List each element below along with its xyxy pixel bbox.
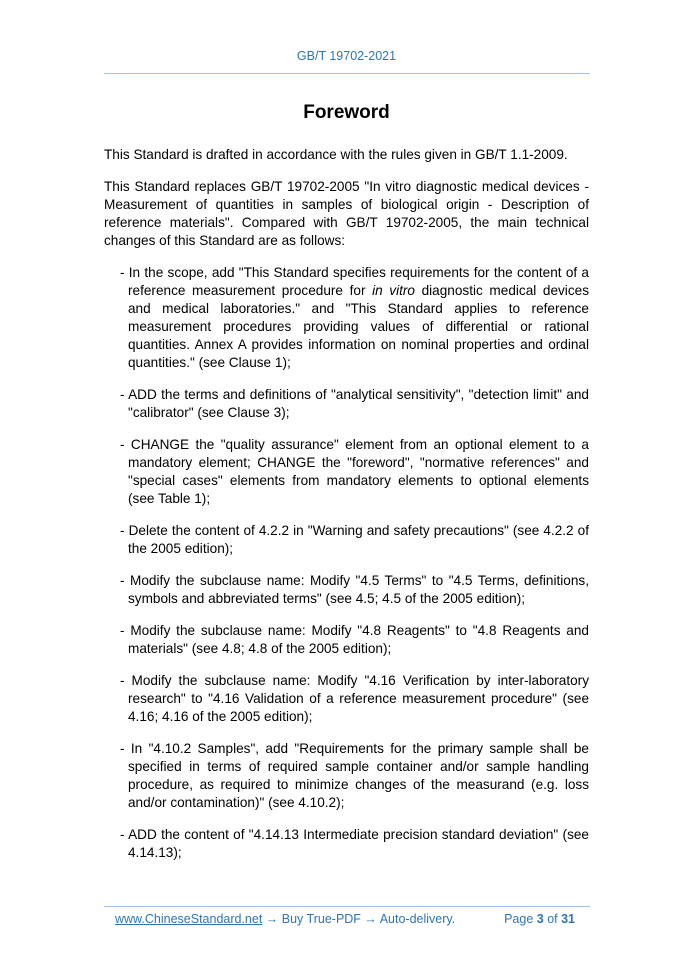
footer-rule	[104, 906, 590, 907]
list-item	[120, 264, 589, 372]
footer-tagline: → Buy True-PDF → Auto-delivery.	[262, 912, 456, 926]
item-text: - In the scope, add "This Standard specifies requirements for the content of a reference measurement procedure for	[120, 265, 589, 298]
page-number: 3	[536, 912, 544, 926]
list-item: - Modify the subclause name: Modify "4.5 Terms" to "4.5 Terms, definitions, symbols and abbreviated terms" (see 4.5; 4.5 of the 2005 edition);	[120, 573, 589, 606]
page-total: 31	[561, 912, 575, 926]
header-rule	[104, 73, 590, 74]
list-item: - CHANGE the "quality assurance" element from an optional element to a mandatory element; CHANGE the "foreword", "normative references" and "special cases" elements from mandatory elements to optional elements (see Table 1);	[120, 437, 589, 506]
page-of: of	[543, 912, 562, 926]
website-link[interactable]: www.ChineseStandard.net	[115, 912, 263, 926]
item-italic: in vitro	[372, 283, 415, 298]
item-text: diagnostic medical devices and medical laboratories." and "This Standard applies to reference measurement procedures providing values of differential or rational quantities. Annex A provides information on nominal properties and ordinal quantities." (see Clause 1);	[128, 283, 589, 370]
list-item: - ADD the content of "4.14.13 Intermediate precision standard deviation" (see 4.14.13);	[120, 827, 589, 860]
list-item: - Delete the content of 4.2.2 in "Warning and safety precautions" (see 4.2.2 of the 2005 edition);	[120, 523, 589, 556]
page-label: Page	[504, 912, 537, 926]
list-item: - In "4.10.2 Samples", add "Requirements for the primary sample shall be specified in terms of required sample container and/or sample handling procedure, as required to minimize changes of the measurand (e.g. loss and/or contamination)" (see 4.10.2);	[120, 741, 589, 810]
list-item: - ADD the terms and definitions of "analytical sensitivity", "detection limit" and "calibrator" (see Clause 3);	[120, 387, 589, 420]
paragraph: This Standard is drafted in accordance with the rules given in GB/T 1.1-2009.	[104, 147, 568, 162]
page-indicator	[504, 912, 590, 926]
footer	[115, 912, 590, 926]
paragraph: This Standard replaces GB/T 19702-2005 "In vitro diagnostic medical devices - Measurement of quantities in samples of biological origin - Description of reference materials". Compared with GB/T 19702-2005, the main technical changes of this Standard are as follows:	[104, 179, 589, 248]
list-item: - Modify the subclause name: Modify "4.8 Reagents" to "4.8 Reagents and materials" (see 4.8; 4.8 of the 2005 edition);	[120, 623, 589, 656]
page-title: Foreword	[303, 102, 390, 123]
body-text	[104, 146, 589, 876]
list-item: - Modify the subclause name: Modify "4.16 Verification by inter-laboratory research" to "4.16 Validation of a reference measurement procedure" (see 4.16; 4.16 of the 2005 edition);	[120, 673, 589, 724]
header-doc-number: GB/T 19702-2021	[296, 49, 397, 63]
